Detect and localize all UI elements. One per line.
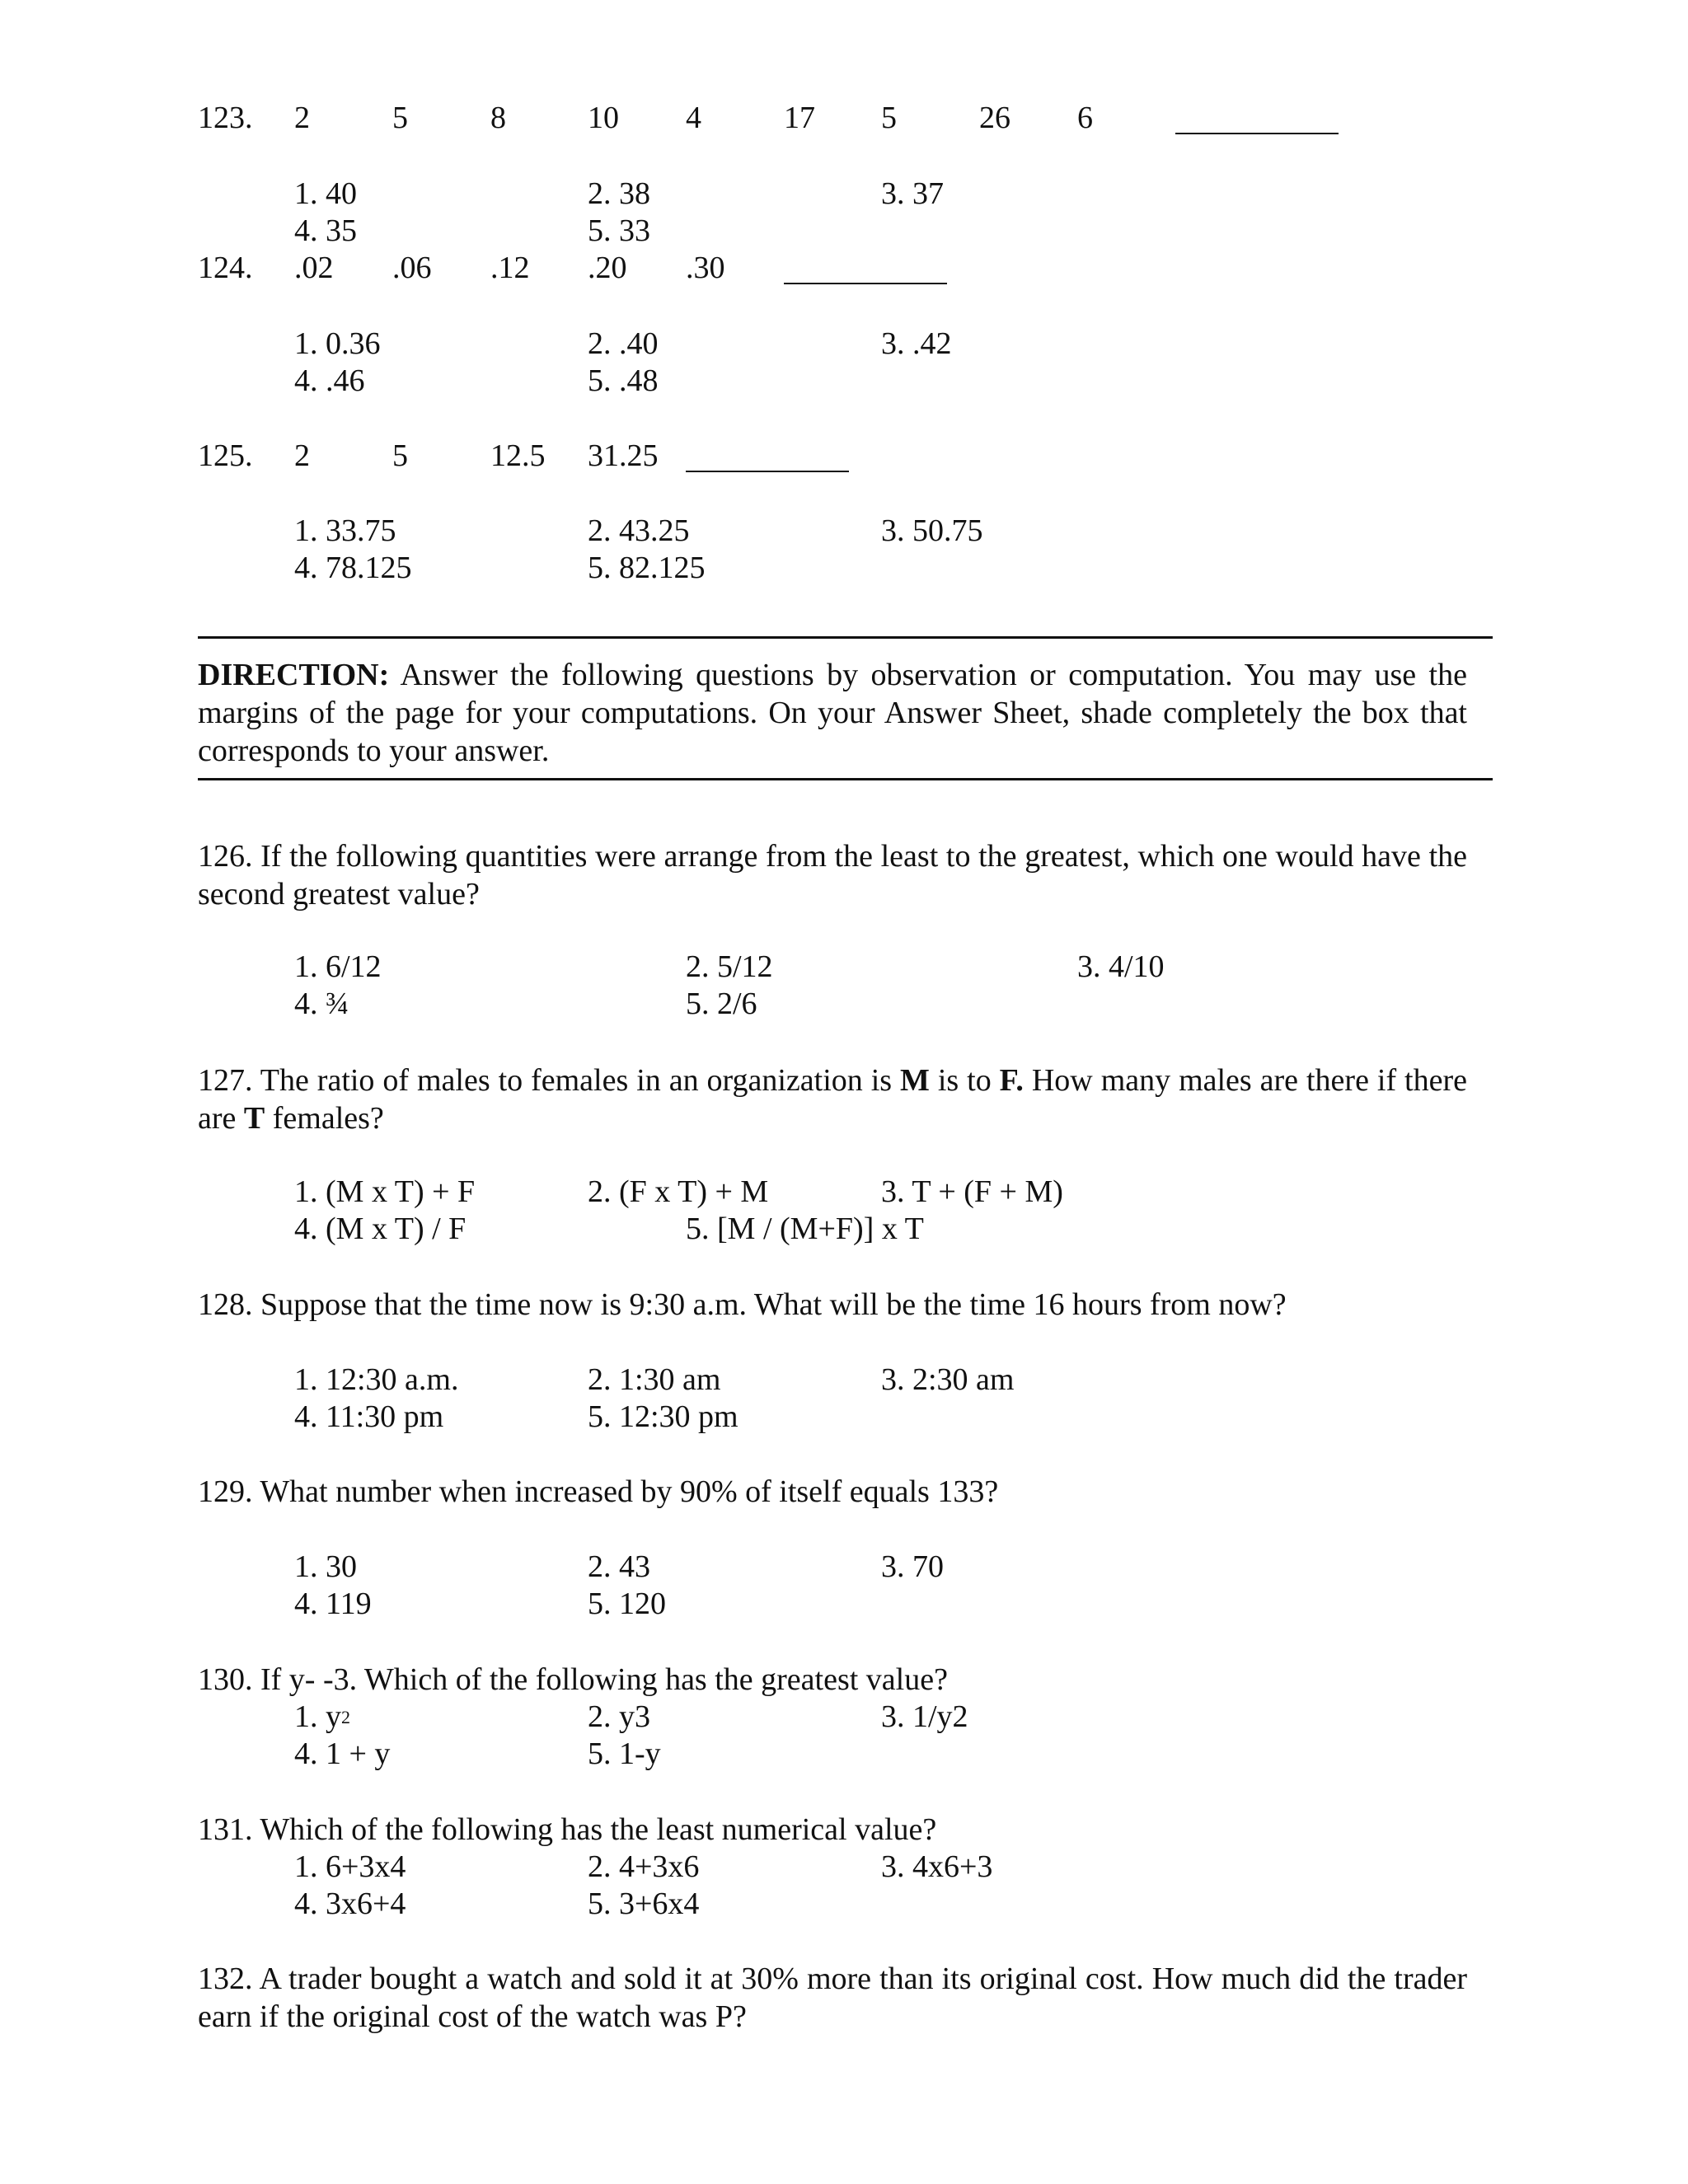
option: 5. 1-y (588, 1736, 661, 1771)
question-text: 132. A trader bought a watch and sold it at 30% more than its original cost. How much did the trader earn if the original cost of the watch was P? (198, 1961, 1467, 2034)
option: 3. 4x6+3 (881, 1849, 993, 1884)
option: 2. 1:30 am (588, 1362, 721, 1397)
option: 2. .40 (588, 326, 659, 361)
question-text: 131. Which of the following has the least numerical value? (198, 1812, 937, 1847)
option: 2. 43 (588, 1549, 650, 1584)
sequence-term: 26 (979, 101, 1010, 135)
question-text (198, 1062, 1467, 1137)
question-text-part: 127. The ratio of males to females in an organization is (198, 1063, 901, 1098)
question-text: 130. If y- -3. Which of the following has the greatest value? (198, 1662, 948, 1697)
sequence-term: .06 (392, 251, 432, 285)
option: 4. 11:30 pm (294, 1399, 444, 1434)
option: 4. ¾ (294, 987, 349, 1021)
option: 3. 1/y2 (881, 1699, 968, 1734)
sequence-term: 5 (392, 101, 408, 135)
option: 5. 120 (588, 1586, 666, 1621)
sequence-term: .20 (588, 251, 627, 285)
option: 3. 37 (881, 176, 944, 211)
option: 3. .42 (881, 326, 952, 361)
option: 4. (M x T) / F (294, 1212, 467, 1246)
question-text-part: How many males are there if there are (198, 1063, 1468, 1136)
sequence-term: 8 (490, 101, 506, 135)
option: 5. .48 (588, 363, 659, 398)
sequence-term: .30 (686, 251, 725, 285)
direction-text: Answer the following questions by observation or computation. You may use the margins of the page for your computations. On your Answer Sheet, shade completely the box that corresponds to your answer. (198, 658, 1467, 768)
sequence-term: 12.5 (490, 438, 546, 473)
sequence-term: 17 (784, 101, 815, 135)
option: 2. y3 (588, 1699, 650, 1734)
option: 4. .46 (294, 363, 365, 398)
option: 2. 4+3x6 (588, 1849, 700, 1884)
option: 2. 5/12 (686, 949, 773, 984)
sequence-term: 2 (294, 101, 310, 135)
option: 5. [M / (M+F)] x T (686, 1212, 924, 1246)
sequence-term: .02 (294, 251, 334, 285)
direction-paragraph (198, 656, 1467, 770)
divider-bottom (198, 778, 1493, 780)
option-base: 1. y (294, 1699, 341, 1734)
option: 5. 2/6 (686, 987, 757, 1021)
option: 2. (F x T) + M (588, 1174, 769, 1209)
option-exponent: 2 (341, 1707, 350, 1727)
option: 1. 33.75 (294, 513, 396, 548)
sequence-term: 2 (294, 438, 310, 473)
option: 4. 78.125 (294, 551, 412, 585)
option: 1. (M x T) + F (294, 1174, 476, 1209)
option: 3. T + (F + M) (881, 1174, 1063, 1209)
option: 5. 12:30 pm (588, 1399, 738, 1434)
variable-t: T (243, 1101, 265, 1136)
option: 4. 3x6+4 (294, 1886, 406, 1921)
question-number: 125. (198, 438, 253, 473)
sequence-term: 6 (1077, 101, 1093, 135)
question-text-part: females? (265, 1101, 384, 1136)
option: 1. 6+3x4 (294, 1849, 406, 1884)
answer-blank (1175, 133, 1339, 134)
option: 1. 30 (294, 1549, 357, 1584)
sequence-term: 5 (881, 101, 897, 135)
option: 5. 3+6x4 (588, 1886, 700, 1921)
question-text: 129. What number when increased by 90% of itself equals 133? (198, 1474, 999, 1509)
direction-label: DIRECTION: (198, 658, 390, 692)
question-text: 128. Suppose that the time now is 9:30 a.m. What will be the time 16 hours from now? (198, 1287, 1287, 1322)
answer-blank (784, 283, 947, 284)
option: 4. 1 + y (294, 1736, 391, 1771)
answer-blank (686, 471, 849, 472)
variable-m: M (900, 1063, 930, 1098)
option: 5. 33 (588, 213, 650, 248)
question-number: 123. (198, 101, 253, 135)
variable-f: F. (999, 1063, 1024, 1098)
option: 1. 12:30 a.m. (294, 1362, 459, 1397)
option: 4. 35 (294, 213, 357, 248)
sequence-term: 5 (392, 438, 408, 473)
option: 1. 6/12 (294, 949, 382, 984)
question-number: 124. (198, 251, 253, 285)
option: 4. 119 (294, 1586, 372, 1621)
divider-top (198, 636, 1493, 639)
option: 1. 40 (294, 176, 357, 211)
option: 3. 2:30 am (881, 1362, 1015, 1397)
option (294, 1698, 350, 1736)
sequence-term: 31.25 (588, 438, 659, 473)
option: 3. 50.75 (881, 513, 983, 548)
option: 1. 0.36 (294, 326, 381, 361)
option: 2. 38 (588, 176, 650, 211)
option: 3. 4/10 (1077, 949, 1165, 984)
question-text: 126. If the following quantities were arrange from the least to the greatest, which one would have the second greatest value? (198, 839, 1467, 912)
option: 3. 70 (881, 1549, 944, 1584)
question-text-part: is to (929, 1063, 1000, 1098)
option: 2. 43.25 (588, 513, 690, 548)
sequence-term: 4 (686, 101, 701, 135)
sequence-term: 10 (588, 101, 619, 135)
option: 5. 82.125 (588, 551, 706, 585)
sequence-term: .12 (490, 251, 530, 285)
